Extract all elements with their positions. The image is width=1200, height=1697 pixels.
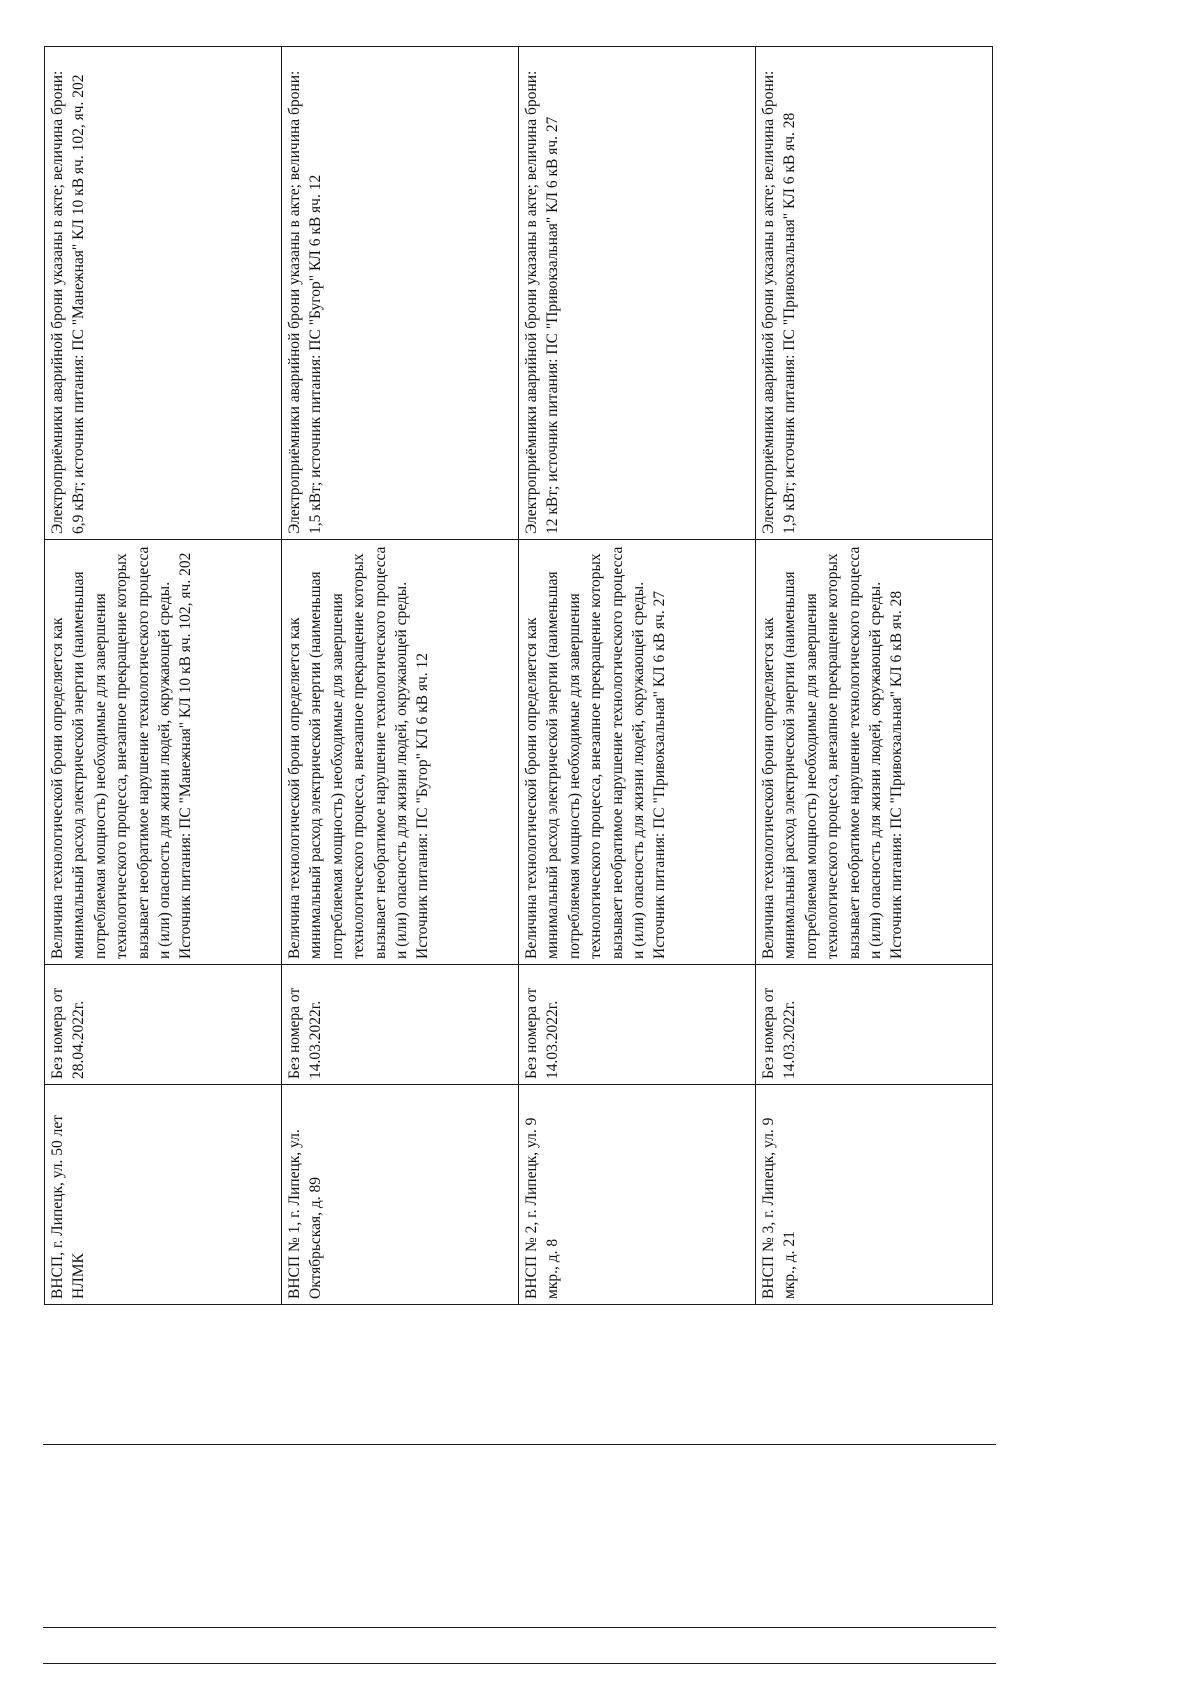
act-cell [282, 965, 519, 1085]
object-text: ВНСП № 2, г. Липецк, ул. 9 мкр., д. 8 [523, 1117, 562, 1299]
tech-reserve-cell [519, 540, 756, 965]
horizontal-rule [43, 1663, 996, 1664]
emergency-reserve-cell [519, 47, 756, 540]
object-cell [45, 1085, 282, 1305]
tech-reserve-cell [282, 540, 519, 965]
act-text: Без номера от 28.04.2022г. [49, 987, 88, 1079]
emergency-reserve-cell [282, 47, 519, 540]
act-text: Без номера от 14.03.2022г. [523, 987, 562, 1079]
table-row [756, 47, 993, 1305]
horizontal-rule [43, 1627, 996, 1628]
act-cell [519, 965, 756, 1085]
tech-reserve-text: Величина технологической брони определяется как минимальный расход электрической энергии (наименьшая потребляемая мощность) необходимые для завершения технологического процесса, внезапное прекращение которых вызывает необратимое нарушение технологического процесса и (или) опасность для жизни людей, окружающей среды. Источник питания: ПС "Привокзальная" КЛ 6 кВ яч. 28 [760, 546, 906, 959]
object-text: ВНСП № 1, г. Липецк, ул. Октябрьская, д. 89 [286, 1129, 325, 1299]
emergency-reserve-cell [45, 47, 282, 540]
tech-reserve-text: Величина технологической брони определяется как минимальный расход электрической энергии (наименьшая потребляемая мощность) необходимые для завершения технологического процесса, внезапное прекращение которых вызывает необратимое нарушение технологического процесса и (или) опасность для жизни людей, окружающей среды. Источник питания: ПС "Бугор" КЛ 6 кВ яч. 12 [286, 546, 432, 959]
object-cell [756, 1085, 993, 1305]
tech-reserve-cell [756, 540, 993, 965]
tech-reserve-cell [45, 540, 282, 965]
act-text: Без номера от 14.03.2022г. [760, 987, 799, 1079]
table-row [519, 47, 756, 1305]
rotated-table-container [44, 47, 994, 1305]
horizontal-rule [43, 1444, 996, 1445]
object-text: ВНСП, г. Липецк, ул. 50 лет НЛМК [49, 1114, 88, 1299]
act-text: Без номера от 14.03.2022г. [286, 987, 325, 1079]
emergency-reserve-text: Электроприёмники аварийной брони указаны в акте; величина брони: 1,5 кВт; источник питания: ПС "Бугор" КЛ 6 кВ яч. 12 [286, 70, 325, 534]
object-cell [519, 1085, 756, 1305]
emergency-reserve-text: Электроприёмники аварийной брони указаны в акте; величина брони: 1,9 кВт; источник питания: ПС "Привокзальная" КЛ 6 кВ яч. 28 [760, 70, 799, 534]
table-row [45, 47, 282, 1305]
act-cell [756, 965, 993, 1085]
emergency-reserve-text: Электроприёмники аварийной брони указаны в акте; величина брони: 12 кВт; источник питания: ПС "Привокзальная" КЛ 6 кВ яч. 27 [523, 70, 562, 534]
object-cell [282, 1085, 519, 1305]
tech-reserve-text: Величина технологической брони определяется как минимальный расход электрической энергии (наименьшая потребляемая мощность) необходимые для завершения технологического процесса, внезапное прекращение которых вызывает необратимое нарушение технологического процесса и (или) опасность для жизни людей, окружающей среды. Источник питания: ПС "Манежная" КЛ 10 кВ яч. 102, яч. 202 [49, 546, 195, 959]
emergency-reserve-cell [756, 47, 993, 540]
tech-reserve-text: Величина технологической брони определяется как минимальный расход электрической энергии (наименьшая потребляемая мощность) необходимые для завершения технологического процесса, внезапное прекращение которых вызывает необратимое нарушение технологического процесса и (или) опасность для жизни людей, окружающей среды. Источник питания: ПС "Привокзальная" КЛ 6 кВ яч. 27 [523, 546, 669, 959]
emergency-reserve-text: Электроприёмники аварийной брони указаны в акте; величина брони: 6,9 кВт; источник питания: ПС "Манежная" КЛ 10 кВ яч. 102, яч. 202 [49, 70, 88, 534]
reserve-table [44, 46, 993, 1305]
act-cell [45, 965, 282, 1085]
table-row [282, 47, 519, 1305]
object-text: ВНСП № 3, г. Липецк, ул. 9 мкр., д. 21 [760, 1117, 799, 1299]
